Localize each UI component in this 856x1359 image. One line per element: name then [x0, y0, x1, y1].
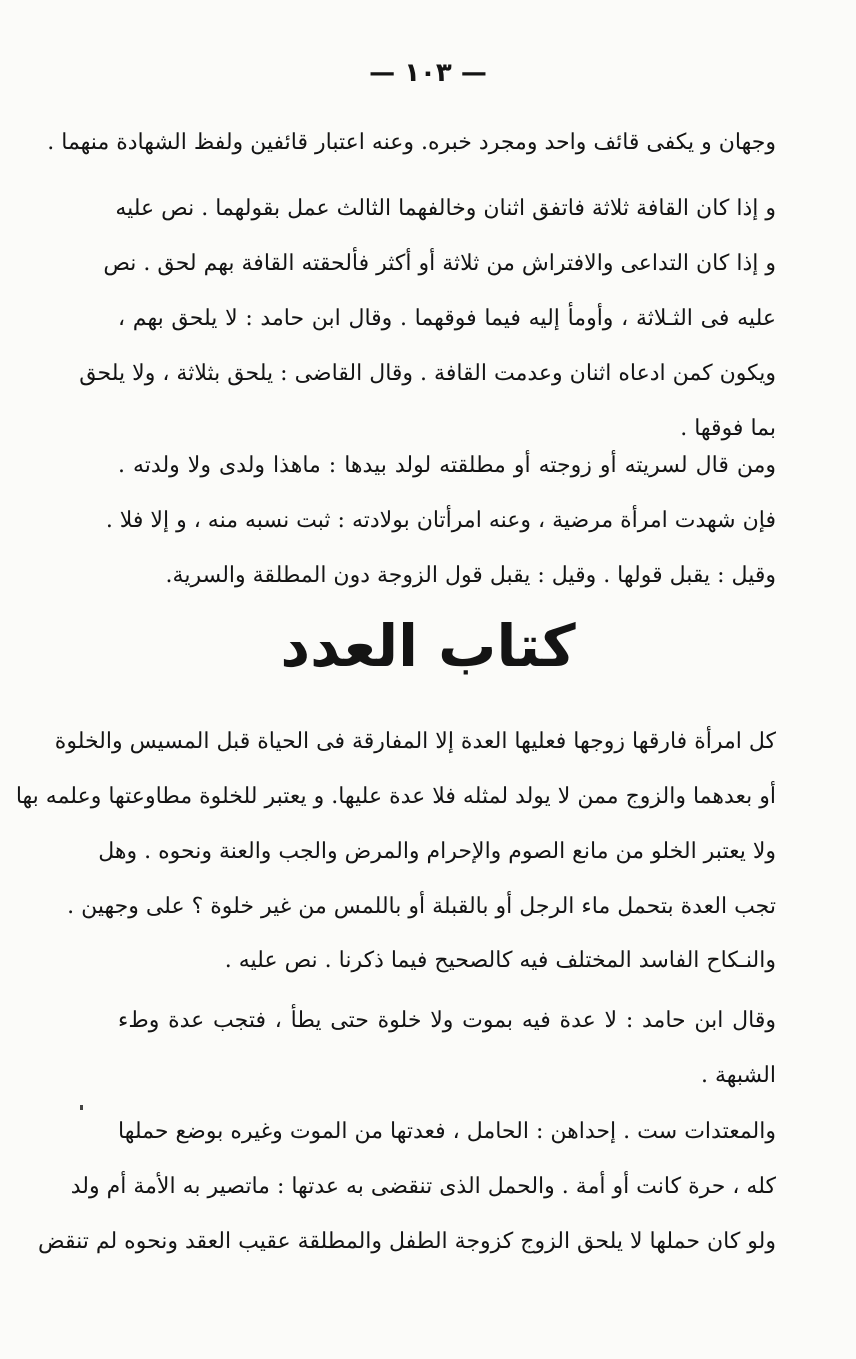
text-line: وقال ابن حامد : لا عدة فيه بموت ولا خلوة حتى يطأ ، فتجب عدة وطء	[118, 1008, 776, 1033]
text-line: أو بعدهما والزوج ممن لا يولد لمثله فلا عدة عليها. و يعتبر للخلوة مطاوعتها وعلمه بها	[15, 784, 776, 809]
text-line: كله ، حرة كانت أو أمة . والحمل الذى تنقضى به عدتها : ماتصير به الأمة أم ولد	[70, 1174, 776, 1199]
text-line: و إذا كان التداعى والافتراش من ثلاثة أو أكثر فألحقته القافة بهم لحق . نص	[103, 251, 776, 276]
text-line: وجهان و يكفى قائف واحد ومجرد خبره. وعنه اعتبار قائفين ولفظ الشهادة منهما .	[47, 130, 776, 155]
text-line: والمعتدات ست . إحداهن : الحامل ، فعدتها من الموت وغيره بوضع حملها	[118, 1119, 776, 1144]
top-text-section-paragraph-3	[105, 438, 776, 603]
text-line: بما فوقها .	[680, 416, 776, 441]
text-line: وقيل : يقبل قولها . وقيل : يقبل قول الزوجة دون المطلقة والسرية.	[165, 563, 776, 588]
text-line: ومن قال لسريته أو زوجته أو مطلقته لولد بيدها : ماهذا ولدى ولا ولدته .	[118, 453, 776, 478]
text-line: والنـكاح الفاسد المختلف فيه كالصحيح فيما ذكرنا . نص عليه .	[224, 948, 776, 973]
bottom-text-paragraph-4	[38, 1104, 776, 1269]
text-line: و إذا كان القافة ثلاثة فاتفق اثنان وخالفهما الثالث عمل بقولهما . نص عليه	[115, 196, 776, 221]
text-line: الشبهة .	[700, 1063, 776, 1088]
text-line: ويكون كمن ادعاه اثنان وعدمت القافة . وقال القاضى : يلحق بثلاثة ، ولا يلحق	[79, 361, 776, 386]
bottom-text-paragraph-1	[15, 714, 776, 934]
text-line: عليه فى الثـلاثة ، وأومأ إليه فيما فوقهما . وقال ابن حامد : لا يلحق بهم ،	[118, 306, 776, 331]
page-number: — ١٠٣ —	[369, 58, 487, 88]
text-line: ولو كان حملها لا يلحق الزوج كزوجة الطفل والمطلقة عقيب العقد ونحوه لم تنقض	[38, 1229, 776, 1254]
top-text-section	[47, 115, 776, 170]
bottom-text-paragraph-2	[118, 933, 776, 988]
margin-mark	[80, 1105, 83, 1110]
chapter-heading: كتاب العدد	[280, 612, 576, 680]
top-text-section-paragraph-2	[79, 181, 776, 456]
text-line: فإن شهدت امرأة مرضية ، وعنه امرأتان بولادته : ثبت نسبه منه ، و إلا فلا .	[105, 508, 776, 533]
text-line: كل امرأة فارقها زوجها فعليها العدة إلا المفارقة فى الحياة قبل المسيس والخلوة	[54, 729, 776, 754]
bottom-text-paragraph-3	[118, 993, 776, 1103]
text-line: ولا يعتبر الخلو من مانع الصوم والإحرام والمرض والجب والعنة ونحوه . وهل	[98, 839, 776, 864]
text-line: تجب العدة بتحمل ماء الرجل أو بالقبلة أو باللمس من غير خلوة ؟ على وجهين .	[67, 894, 776, 919]
